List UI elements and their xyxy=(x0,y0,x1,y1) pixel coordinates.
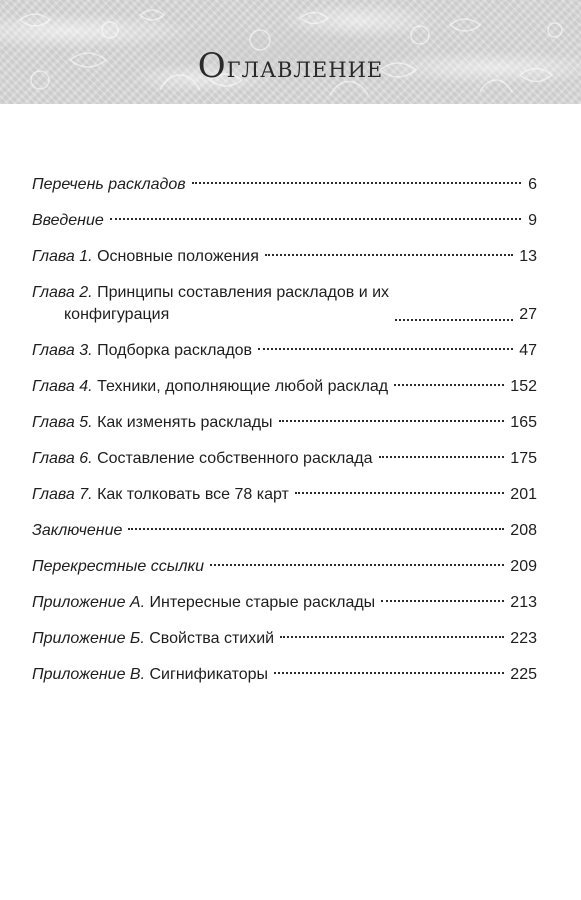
dot-leader xyxy=(265,254,513,256)
toc-entry[interactable] xyxy=(32,340,537,362)
toc-entry[interactable] xyxy=(32,210,537,232)
dot-leader xyxy=(258,348,513,350)
toc-page-number: 13 xyxy=(519,248,537,265)
dot-leader xyxy=(128,528,504,530)
toc-page-number: 209 xyxy=(510,558,537,575)
toc-page-number: 201 xyxy=(510,486,537,503)
toc-entry[interactable] xyxy=(32,520,537,542)
dot-leader xyxy=(394,384,504,386)
dot-leader xyxy=(279,420,505,422)
toc-entry[interactable] xyxy=(32,412,537,434)
toc-entry-label: Глава 6. Составление собственного расклада xyxy=(32,450,373,467)
decorative-header-band xyxy=(0,0,581,104)
dot-leader xyxy=(280,636,504,638)
table-of-contents xyxy=(32,174,537,700)
toc-entry-label: Заключение xyxy=(32,522,123,539)
toc-entry-label: Перекрестные ссылки xyxy=(32,558,204,575)
toc-entry-label: Приложение Б. Свойства стихий xyxy=(32,630,275,647)
toc-entry-label: Глава 1. Основные положения xyxy=(32,248,259,265)
toc-entry[interactable] xyxy=(32,592,537,614)
dot-leader xyxy=(295,492,504,494)
toc-entry[interactable] xyxy=(32,246,537,268)
toc-page-number: 6 xyxy=(528,176,537,193)
toc-page-number: 165 xyxy=(510,414,537,431)
toc-entry[interactable] xyxy=(32,282,537,326)
toc-page-number: 223 xyxy=(510,630,537,647)
toc-entry-label: Глава 7. Как толковать все 78 карт xyxy=(32,486,289,503)
toc-entry[interactable] xyxy=(32,484,537,506)
page-title: Оглавление xyxy=(197,46,384,86)
toc-page-number: 213 xyxy=(510,594,537,611)
dot-leader xyxy=(381,600,504,602)
toc-entry-label: Введение xyxy=(32,212,104,229)
dot-leader xyxy=(395,319,513,321)
toc-entry-label: Глава 3. Подборка раскладов xyxy=(32,342,253,359)
toc-entry-label: Приложение В. Сигнификаторы xyxy=(32,666,269,683)
toc-entry[interactable] xyxy=(32,556,537,578)
toc-page-number: 175 xyxy=(510,450,537,467)
dot-leader xyxy=(210,564,504,566)
toc-entry-label: Перечень раскладов xyxy=(32,176,186,193)
toc-entry[interactable] xyxy=(32,174,537,196)
dot-leader xyxy=(379,456,505,458)
toc-entry-label: Глава 2. Принципы составления раскладов и их конфигурация xyxy=(32,284,390,323)
toc-page-number: 225 xyxy=(510,666,537,683)
toc-page-number: 152 xyxy=(510,378,537,395)
toc-entry-label: Глава 5. Как изменять расклады xyxy=(32,414,273,431)
toc-page-number: 27 xyxy=(519,306,537,323)
dot-leader xyxy=(274,672,504,674)
dot-leader xyxy=(192,182,521,184)
toc-entry-label: Глава 4. Техники, дополняющие любой расклад xyxy=(32,378,389,395)
toc-entry[interactable] xyxy=(32,664,537,686)
toc-entry-label: Приложение А. Интересные старые расклады xyxy=(32,594,376,611)
toc-page-number: 9 xyxy=(528,212,537,229)
toc-page-number: 208 xyxy=(510,522,537,539)
toc-entry[interactable] xyxy=(32,448,537,470)
toc-entry[interactable] xyxy=(32,628,537,650)
dot-leader xyxy=(110,218,521,220)
toc-entry[interactable] xyxy=(32,376,537,398)
toc-page-number: 47 xyxy=(519,342,537,359)
